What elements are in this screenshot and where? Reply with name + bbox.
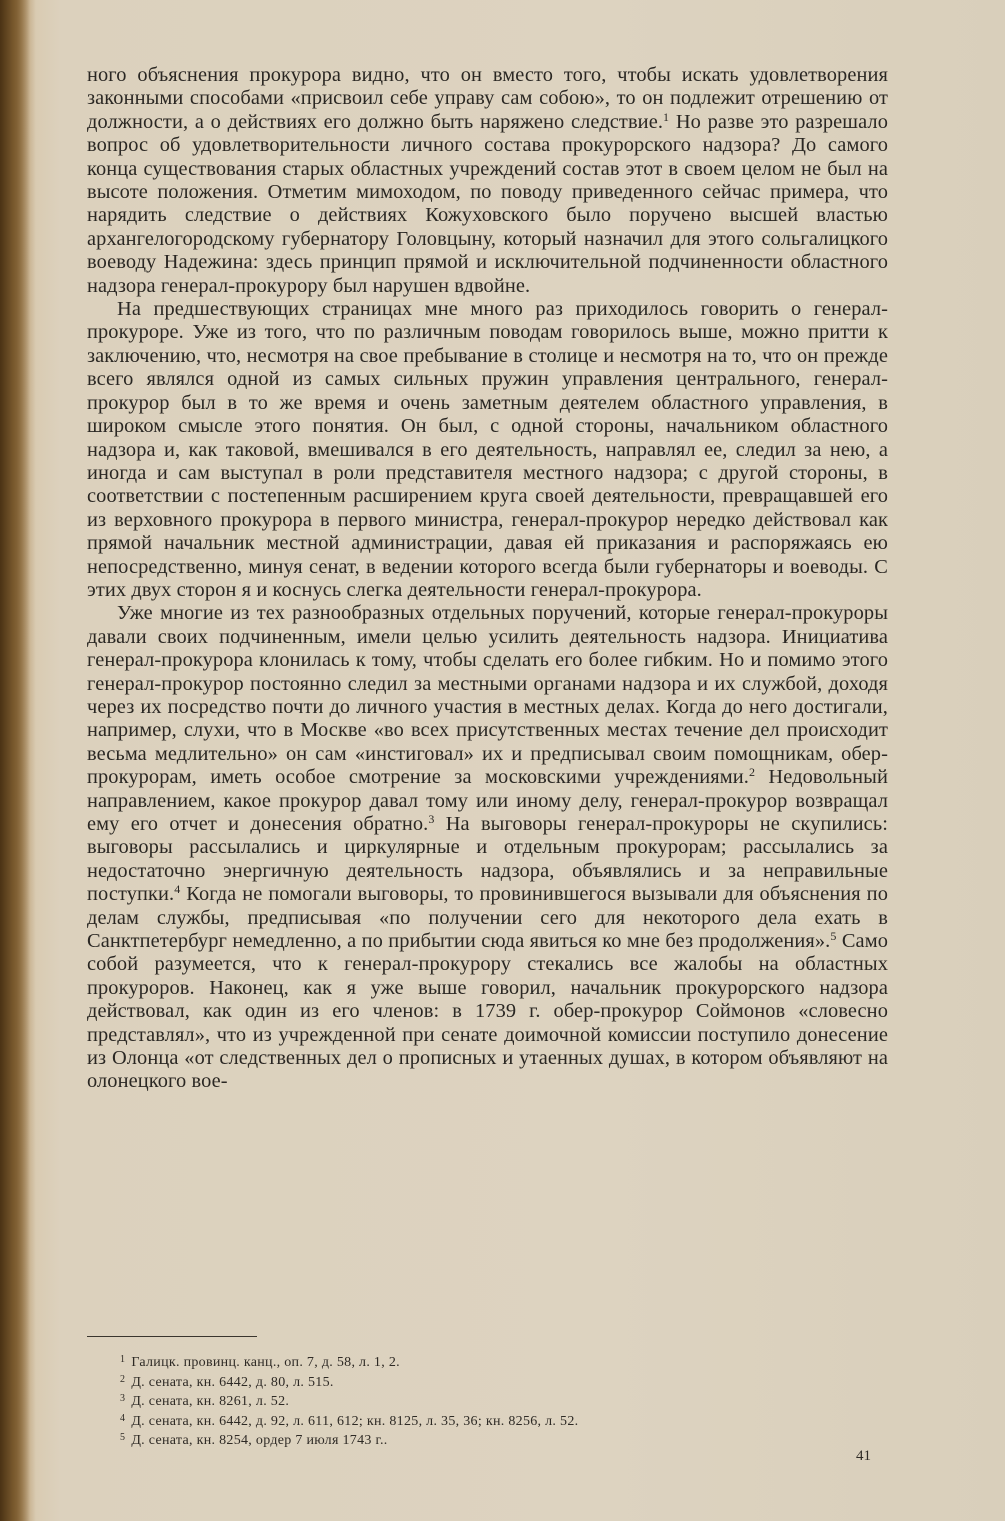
footnote-number: 5 (120, 1432, 126, 1444)
footnote (120, 1411, 880, 1431)
footnote-reference: 4 (174, 882, 181, 897)
footnote-text: Д. сената, кн. 6442, д. 80, л. 515. (131, 1374, 334, 1390)
footnote-text: Д. сената, кн. 8261, л. 52. (131, 1394, 290, 1410)
footnote-text: Д. сената, кн. 8254, ордер 7 июля 1743 г.. (131, 1433, 388, 1449)
footnote-number: 4 (120, 1412, 126, 1424)
book-spine-shadow (0, 0, 30, 1521)
text-segment: Когда не помогали выговоры, то провинившегося вызывали для объяснения по делам службы, предписывая «по получении сего для некоторого дела ехать в Санктпетербург немедленно, а по прибытии сюда явиться ко мне без продолжения». (87, 883, 888, 953)
paragraph (87, 64, 888, 298)
footnote-reference: 5 (830, 929, 837, 944)
text-segment: На предшествующих страницах мне много раз приходилось говорить о генерал-прокуроре. Уже из того, что по различным поводам говорилось выше, можно притти к заключению, что, несмотря на свое пребывание в столице и несмотря на то, что он прежде всего являлся одной из самых сильных пружин управления центрального, генерал-прокурор был в то же время и очень заметным деятелем областного управления, в широком смысле этого понятия. Он был, с одной стороны, начальником областного надзора и, как таковой, вмешивался в его деятельность, направлял ее, следил за нею, а иногда и сам выступал в роли представителя местного надзора; с другой стороны, в соответствии с постепенным расширением круга своей деятельности, превращавшей его из верховного прокурора в первого министра, генерал-прокурор нередко действовал как прямой начальник местной администрации, давая ей приказания и распоряжаясь ею непосредственно, минуя сенат, в ведении которого всегда были губернаторы и воеводы. С этих двух сторон я и коснусь слегка деятельности генерал-прокурора. (87, 298, 888, 601)
footnote-text: Д. сената, кн. 6442, д. 92, л. 611, 612; кн. 8125, л. 35, 36; кн. 8256, л. 52. (131, 1413, 579, 1429)
footnote (120, 1391, 880, 1411)
footnote-reference: 3 (428, 812, 435, 826)
footnote-text: Галицк. провинц. канц., оп. 7, д. 58, л. 1, 2. (131, 1355, 400, 1370)
footnotes (120, 1352, 880, 1450)
text-segment: Недовольный направлением, какое прокурор давал тому или иному делу, генерал-прокурор возвращал ему его отчет и донесения обратно. (87, 766, 888, 835)
page-number: 41 (856, 1448, 871, 1464)
text-segment: ного объяснения прокурора видно, что он вместо того, чтобы искать удовлетворения законными способами «присвоил себе управу сам собою», то он подлежит отрешению от должности, а о действиях его должно быть наряжено следствие. (87, 64, 888, 133)
footnote-number: 3 (120, 1393, 126, 1405)
text-segment: Но разве это разрешало вопрос об удовлетворительности личного состава прокурорского надзора? До самого конца существования старых областных учреждений состав этот в своем целом не был на высоте положения. Отметим мимоходом, по поводу приведенного сейчас примера, что нарядить следствие о действиях Кожуховского было поручено высшей властью архангелогородскому губернатору Головцыну, который назначил для этого сольгалицкого воеводу Надежина: здесь принцип прямой и исключительной подчиненности областного надзора генерал-прокурору был нарушен вдвойне. (87, 110, 888, 297)
paragraph (87, 602, 888, 1094)
paragraph (87, 298, 888, 602)
footnote (120, 1372, 880, 1392)
footnote-separator (87, 1336, 257, 1337)
footnote (120, 1430, 880, 1450)
text-segment: На выговоры генерал-прокуроры не скупились: выговоры рассылались и циркулярные и отдельным прокурорам; рассылались за недостаточно энергичную деятельность надзора, объявлялись и за неправильные поступки. (87, 813, 888, 906)
text-segment: Уже многие из тех разнообразных отдельных поручений, которые генерал-прокуроры давали своих подчиненным, имели целью усилить деятельность надзора. Инициатива генерал-прокурора клонилась к тому, чтобы сделать его более гибким. Но и помимо этого генерал-прокурор постоянно следил за местными органами надзора и их службой, доходя через их посредство почти до личного участия в местных делах. Когда до него достигали, например, слухи, что в Москве «во всех присутственных местах течение дел происходит весьма медлительно» он сам «инстиговал» их и предписывал своим помощникам, обер-прокурорам, иметь особое смотрение за московскими учреждениями. (87, 602, 888, 789)
footnote (120, 1352, 880, 1372)
footnote-reference: 2 (748, 765, 756, 780)
footnote-number: 1 (120, 1354, 126, 1365)
footnote-number: 2 (120, 1373, 126, 1385)
body-text (87, 64, 888, 1094)
footnote-reference: 1 (663, 109, 670, 124)
text-segment: Само собой разумеется, что к генерал-прокурору стекались все жалобы на областных прокуроров. Наконец, как я уже выше говорил, начальник прокурорского надзора действовал, как один из его членов: в 1739 г. обер-прокурор Соймонов «словесно представлял», что из учрежденной при сенате доимочной комиссии поступило донесение из Олонца «от следственных дел о прописных и утаенных душах, в котором объявляют на олонецкого вое- (87, 930, 888, 1093)
